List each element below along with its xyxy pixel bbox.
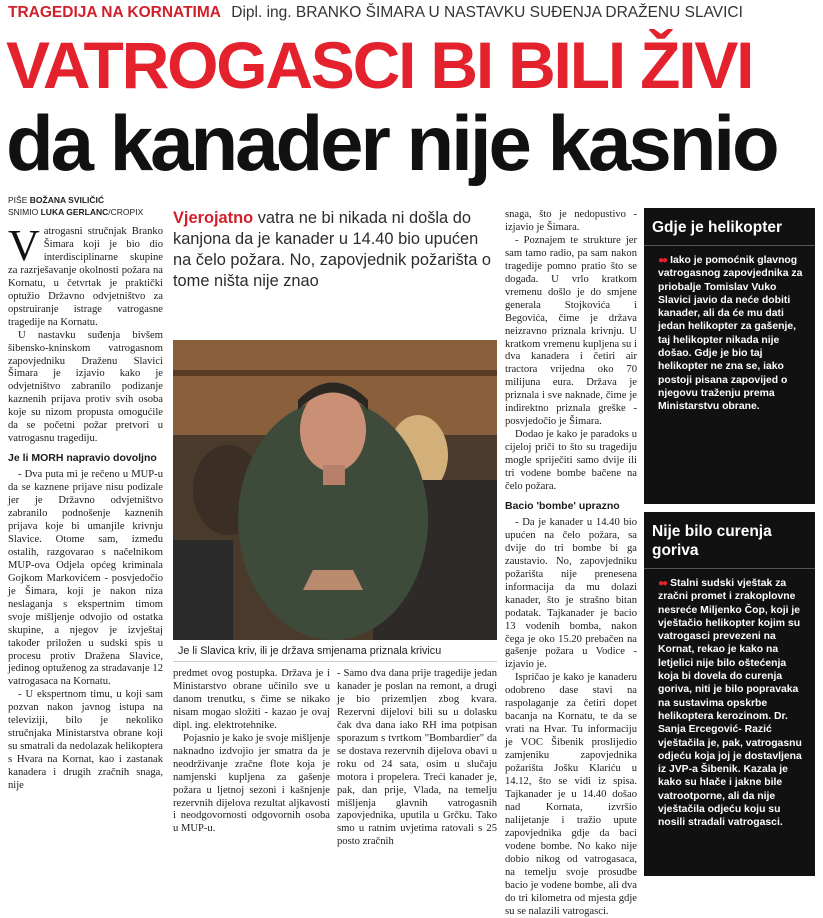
sidebar-title: Nije bilo curenja goriva <box>644 512 815 569</box>
paragraph: atrogasni stručnjak Branko Šimara koji je bio dio interdisciplinarne skupine za razrješavanje okolnosti požara na Kornatu, u četvrtak je praktički optužio Državno odvjetništvo za opstruiranje istrage vatrogasne tragedije na Kornatu. <box>8 226 163 328</box>
paragraph: Ispričao je kako je kanaderu odobreno dase stavi na raspolaganje za četiri dopet bacanja na Kornatu, te da se vrati na Hvar. Tu informaciju je VOC Šibenik proslijedio zamjeniku zapovjednika požarišta Jošku Klariću u 14.12, što se vidi iz spisa. Tajkanader je u 14.40 došao nad Kornata, izvršio nalijetanje i tražio upute zapovjednika gdje da baci vodene bombe. No kako nije dobio nikog od vatrogasaca, na temelju svoje prosudbe bacio je vodene bombe, ali dva do tri kilometra od mjesta gdje su se nalazili vatrogasci. <box>505 672 637 917</box>
kicker <box>8 4 816 22</box>
paragraph: - Dva puta mi je rečeno u MUP-u da se kaznene prijave nisu podizale jer je Državno odvjetništvo zabranilo podnošenje kaznenih prijava koje bi umanjile krivnju Slavice. Otome sam, između ostalih, razgovarao s načelnikom MUP-ova Odjela općeg kriminala Gojkom Markovićem - posvjedočio je Šimara, koji je nakon nizа neslaganja s ekspertnim timom svoje mišljenje odvojio od ostatka skupine, a njegov je izvještaj također priložen u sudski spis u procesu protiv Dražena Slavice, jedinog optuženog za stradavanje 12 vatrogasaca na Kornatu. <box>8 469 163 688</box>
paragraph: Pojasnio je kako je svoje mišljenje naknadno izdvojio jer smatra da je neodrživanje zračne flote koja je namjenski kupljena za gašenje požara u ljetnoj sezoni i kašnjenje rezervnih dijelova rezultat aljkavosti i neodgovornosti odgovornih osoba u MUP-u. <box>173 732 330 835</box>
paragraph: U nastavku suđenja bivšem šibensko-kninskom vatrogasnom zapovjedniku Draženu Slavici Šimara je izjavio kako je odvjetništvo zabranilo podizanje kaznenih prijava protiv svih osoba koje su nizom propusta omogućile da se početni požar pretvori u vatrogasnu tragediju. <box>8 329 163 445</box>
photo-caption: Je li Slavica kriv, ili je država smjenama priznala krivicu <box>173 641 497 662</box>
courtroom-photo <box>173 340 497 640</box>
writer-name: BOŽANA SVILIČIĆ <box>29 195 105 205</box>
drop-cap: V <box>8 221 40 270</box>
paragraph: predmet ovog postupka. Država je i Ministarstvo obrane učinilo sve u danom trenutku, s čime se nikako nisam mogao složiti - kazao je ovaj dipl. ing. elektrotehnike. <box>173 668 330 731</box>
paragraph: snaga, što je nedopustivo - izjavio je Šimara. <box>505 209 637 233</box>
sidebar-body: Iako je pomoćnik glavnog vatrogasnog zapovjednika za priobalje Tomislav Vuko Slavici javio da neće dobiti kanader, ali da će mu dati jedan helikopter za gašenje, taj helikopter nikada nije došao. Gdje je bio taj helikopter ne zna se, iako postoji pisana zapovijed o njegovu traženju prema Ministarstvu obrane. <box>658 255 803 413</box>
sidebar-gorivo <box>644 512 815 876</box>
paragraph: - U ekspertnom timu, u koji sam pozvan nakon javnog istupa na televiziji, bilo je nekoliko stručnjaka Ministarstva obrane koji su smatrali da nedolazak helikoptera s Hvara na Kornat, kao i zastanak kanadera i drugih zračnih snaga, nije <box>8 689 163 792</box>
section-subhead: Je li MORH napravio dovoljno <box>8 452 157 465</box>
section-subhead: Bacio 'bombe' uprazno <box>505 499 620 512</box>
kicker-subtitle: Dipl. ing. BRANKO ŠIMARA U NASTAVKU SUĐENJA DRAŽENU SLAVICI <box>231 4 743 21</box>
sidebar-title: Gdje je helikopter <box>644 208 815 246</box>
bullet-icon: ●● <box>658 578 667 589</box>
article-column-1 <box>8 221 163 793</box>
paragraph: - Samo dva dana prije tragedije jedan kanader je poslan na remont, a drugi je bio prizemljen zbog kvara. Rezervni dijelovi bili su u dolasku čak dva dana iako RH ima potpisan sporazum s tvrtkom "Bombardier" da se dostava rezervnih dijelova obavi u roku od 24 sata, osim u slučaju motora i propelera. Treći kanader je, pak, dan prije, Vlada, na temelju mišljenja glavnih vatrogasnih zapovjednika, uputila u Grčku. Tako smo u ratnim uvjetima ratovali s 25 posto zračnih <box>337 668 497 848</box>
sidebar-helikopter <box>644 208 815 504</box>
section-tag: TRAGEDIJA NA KORNATIMA <box>8 4 221 21</box>
sidebar-text <box>644 246 815 414</box>
photographer-name: LUKA GERLANC <box>40 207 109 217</box>
photo-label: SNIMIO <box>8 207 39 217</box>
deck <box>173 208 497 292</box>
bullet-icon: ●● <box>658 255 667 266</box>
paragraph: Dodao je kako je paradoks u cijeloj priči to što su tragediju mogle spriječiti samo dvije ili tri vodene bombe bačene na čelo požara. <box>505 429 637 493</box>
deck-text: vatra ne bi nikada ni došla do kanjona da je kanader u 14.40 bio upućen na čelo požara. No, zapovjednik požarišta o tome ništa nije znao <box>173 209 491 290</box>
paragraph: - Poznajem te strukture jer sam tamo radio, pa sam nakon tragedije pomno pratio što se događa. U vrlo kratkom vremenu došlo je do smjene generala Stojkovića i Begovića, čime je država neizravno priznala krivnju. U kratkom vremenu kupljena su i dva kanadera i četiri air tractora vrijedna oko 70 milijuna eura. Država je priznala i sve naknade, čime je indirektno priznala greške - posvjedočio je Šimara. <box>505 234 637 428</box>
article-column-2 <box>173 668 330 836</box>
byline <box>8 194 168 218</box>
article-column-4 <box>505 209 637 918</box>
article-column-3 <box>337 668 497 849</box>
sidebar-text <box>644 569 815 830</box>
sidebar-body: Stalni sudski vještak za zračni promet i zrakoplovne nesreće Miljenko Čop, koji je vještačio helikopter kojim su vatrogasci prevezeni na Kornat, rekao je kako na letjelici nije bilo oštećenja koja bi dovela do curenja goriva, niti je bilo popravaka na sustavima opskrbe helikoptera kerozinom. Dr. Sanja Ercegović- Razić vještačila je, pak, vatrogasnu odjeću koja joj je dostavljena iz JVP-a Šibenik. Kazala je kako su hlače i jakne bile vatrootporne, ali da nije vještačila odjeću koju su nosili stradali vatrogasci. <box>658 578 802 829</box>
deck-lead: Vjerojatno <box>173 209 254 227</box>
writes-label: PIŠE <box>8 195 28 205</box>
photo-illustration <box>173 340 497 640</box>
agency: /CROPIX <box>108 207 144 217</box>
paragraph: - Da je kanader u 14.40 bio upućen na čelo požara, sa dvije do tri bombe bi ga zaustavio. No, zapovjedniku požarišta nije prenesena informacija da mu dolazi kanader, što je strašno bitan podatak. Tajkanader je bacio 13 vodenih bomba, nakon čega je oko 15.20 prebačen na gašenje požara u Vodice - izjavio je. <box>505 516 637 671</box>
headline-line1: VATROGASCI BI BILI ŽIVI <box>6 28 753 102</box>
headline-line2: da kanader nije kasnio <box>6 99 777 187</box>
